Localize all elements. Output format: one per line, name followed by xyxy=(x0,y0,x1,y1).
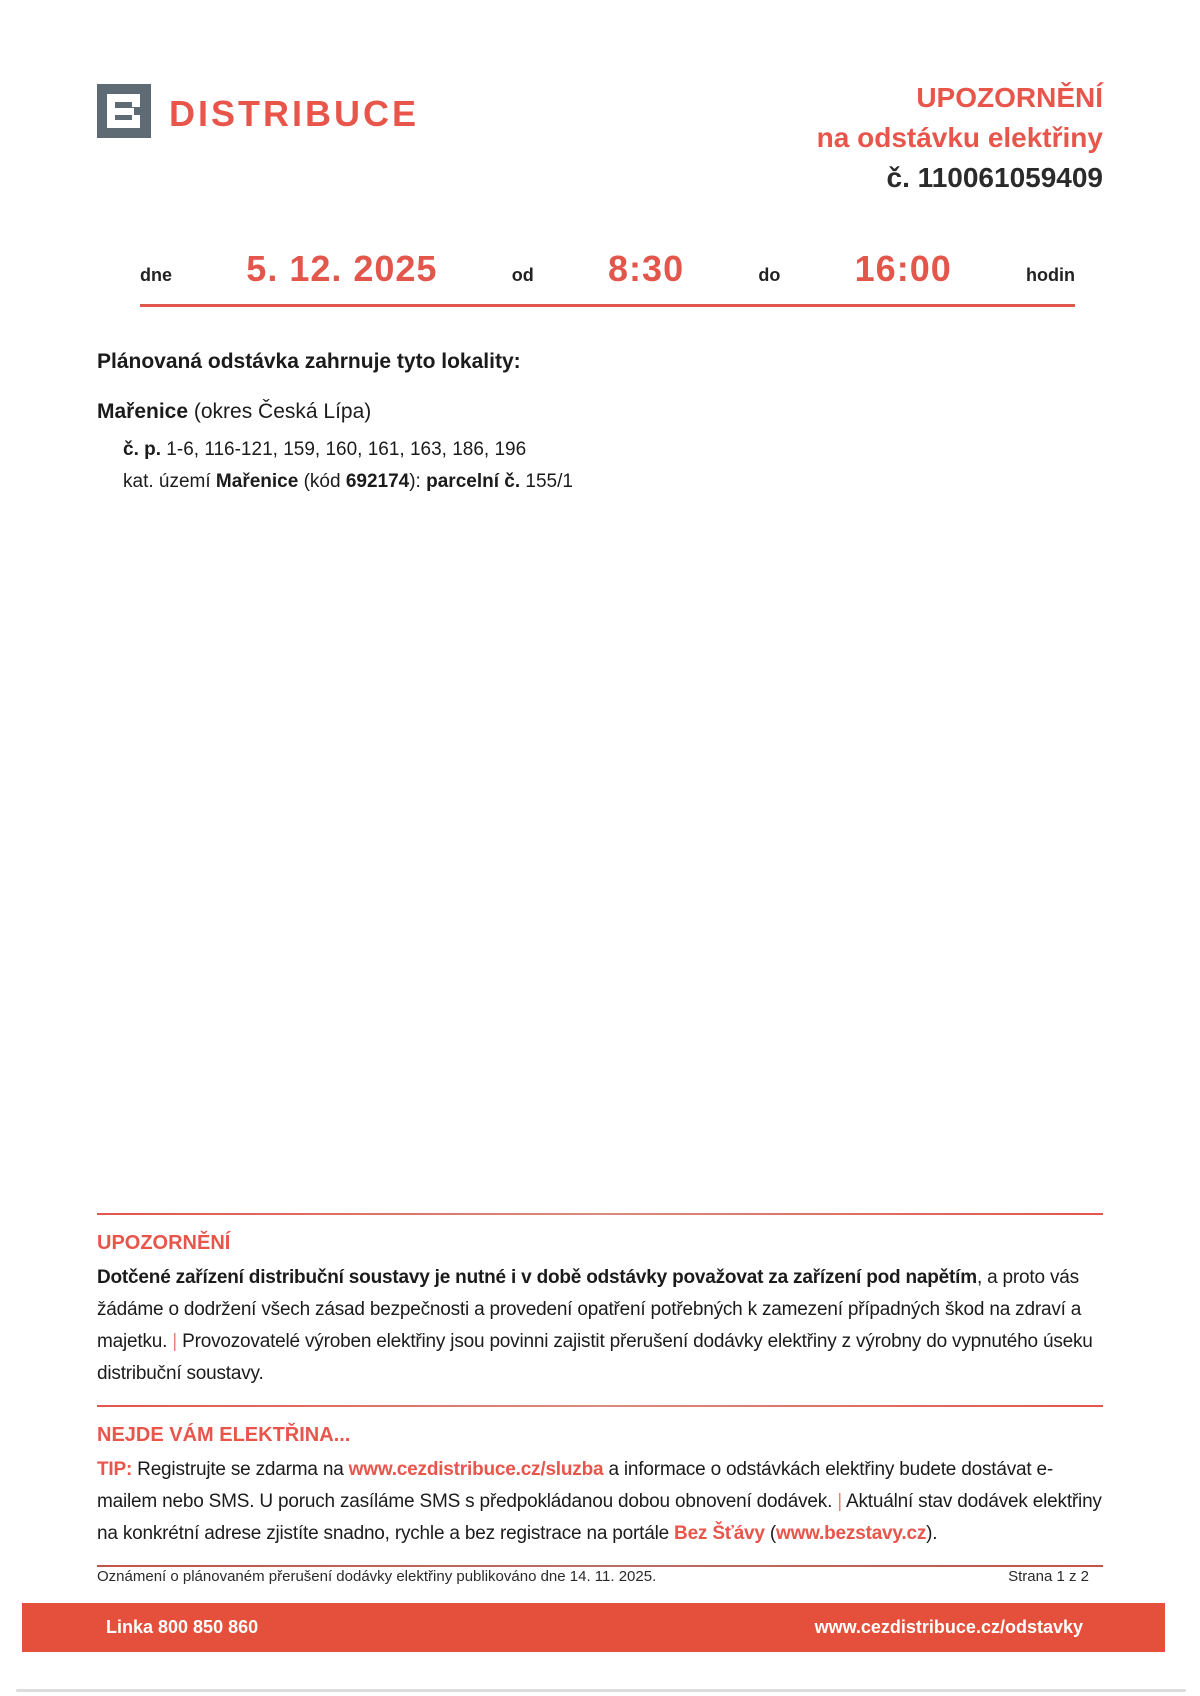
pipe-separator: | xyxy=(837,1491,842,1512)
tip-text-5: ). xyxy=(926,1523,938,1544)
tip-text-4: ( xyxy=(764,1523,777,1544)
to-label: do xyxy=(758,265,781,285)
cez-logo-icon xyxy=(97,84,151,143)
masthead xyxy=(97,84,1103,198)
notice-number: č. 110061059409 xyxy=(886,162,1103,193)
no-power-paragraph xyxy=(97,1454,1103,1550)
brand-name: DISTRIBUCE xyxy=(169,92,420,134)
tip-text-1: Registrujte se zdarma na xyxy=(132,1459,349,1480)
cadastre-town: Mařenice xyxy=(215,471,299,492)
divider-line xyxy=(97,1213,1103,1215)
locality-house-numbers xyxy=(123,434,1103,466)
tip-text-2: a informace o odstávkách elektřiny budete dostávat e-mailem nebo SMS. U poruch zasíláme SMS s předpokládanou dobou obnovení dodávek. xyxy=(97,1459,1054,1512)
notice-title-line2: na odstávku elektřiny xyxy=(816,122,1103,153)
localities-heading: Plánovaná odstávka zahrnuje tyto lokality: xyxy=(97,350,521,373)
warning-bold-text: Dotčené zařízení distribuční soustavy je nutné i v době odstávky považovat za zařízení pod napětím xyxy=(97,1267,977,1288)
locality-town: Mařenice xyxy=(97,400,189,423)
hours-label: hodin xyxy=(1026,265,1075,285)
locality-district: (okres Česká Lípa) xyxy=(188,400,372,423)
localities-section xyxy=(97,350,1103,498)
hotline-phone: Linka 800 850 860 xyxy=(106,1617,259,1637)
contact-bar xyxy=(22,1603,1165,1652)
pipe-separator: | xyxy=(172,1331,178,1352)
warning-text-1: , a proto vás žádáme o dodržení všech zásad bezpečnosti a provedení opatření potřebných k zamezení případných škod na zdraví a majetku. xyxy=(97,1267,1082,1352)
publication-note: Oznámení o plánovaném přerušení dodávky elektřiny publikováno dne 14. 11. 2025. xyxy=(97,1568,657,1585)
cadastre-prefix: kat. území xyxy=(123,471,216,492)
from-label: od xyxy=(511,265,534,285)
notice-title xyxy=(817,78,1103,198)
cadastre-end: ): xyxy=(409,471,427,492)
bezstavy-link: www.bezstavy.cz xyxy=(776,1523,927,1544)
warning-paragraph xyxy=(97,1262,1103,1390)
brand xyxy=(97,84,419,143)
lower-info-section xyxy=(97,1213,1103,1567)
outage-time-to: 16:00 xyxy=(854,248,952,289)
cadastre-mid: (kód xyxy=(298,471,346,492)
page-number: Strana 1 z 2 xyxy=(1008,1568,1089,1585)
notice-title-line1: UPOZORNĚNÍ xyxy=(916,82,1103,113)
outages-url: www.cezdistribuce.cz/odstavky xyxy=(814,1617,1083,1637)
house-number-values: 1-6, 116-121, 159, 160, 161, 163, 186, 196 xyxy=(161,439,527,460)
house-number-label: č. p. xyxy=(123,439,162,460)
service-link: www.cezdistribuce.cz/sluzba xyxy=(348,1459,604,1480)
tip-text-3: Aktuální stav dodávek elektřiny na konkrétní adrese zjistíte snadno, rychle a bez registrace na portále xyxy=(97,1491,1102,1544)
outage-date: 5. 12. 2025 xyxy=(246,248,438,289)
divider-line xyxy=(97,1405,1103,1407)
locality-cadastre xyxy=(123,466,1103,498)
outage-time-from: 8:30 xyxy=(608,248,685,289)
locality-town-line xyxy=(97,400,1103,424)
cadastre-code: 692174 xyxy=(345,471,410,492)
tip-label: TIP: xyxy=(97,1459,133,1480)
parcel-value: 155/1 xyxy=(520,471,573,492)
schedule-row xyxy=(140,248,1075,307)
warning-text-2: Provozovatelé výroben elektřiny jsou povinni zajistit přerušení dodávky elektřiny z výrobny do vypnutého úseku distribuční soustavy. xyxy=(97,1331,1093,1384)
warning-heading: UPOZORNĚNÍ xyxy=(97,1232,231,1254)
scan-edge-artifact xyxy=(16,1689,1186,1692)
bezstavy-portal-name: Bez Šťávy xyxy=(674,1523,765,1544)
footer xyxy=(97,1568,1103,1585)
parcel-label: parcelní č. xyxy=(426,471,521,492)
date-label: dne xyxy=(140,265,173,285)
no-power-heading: NEJDE VÁM ELEKTŘINA... xyxy=(97,1424,351,1446)
divider-line xyxy=(97,1565,1103,1567)
